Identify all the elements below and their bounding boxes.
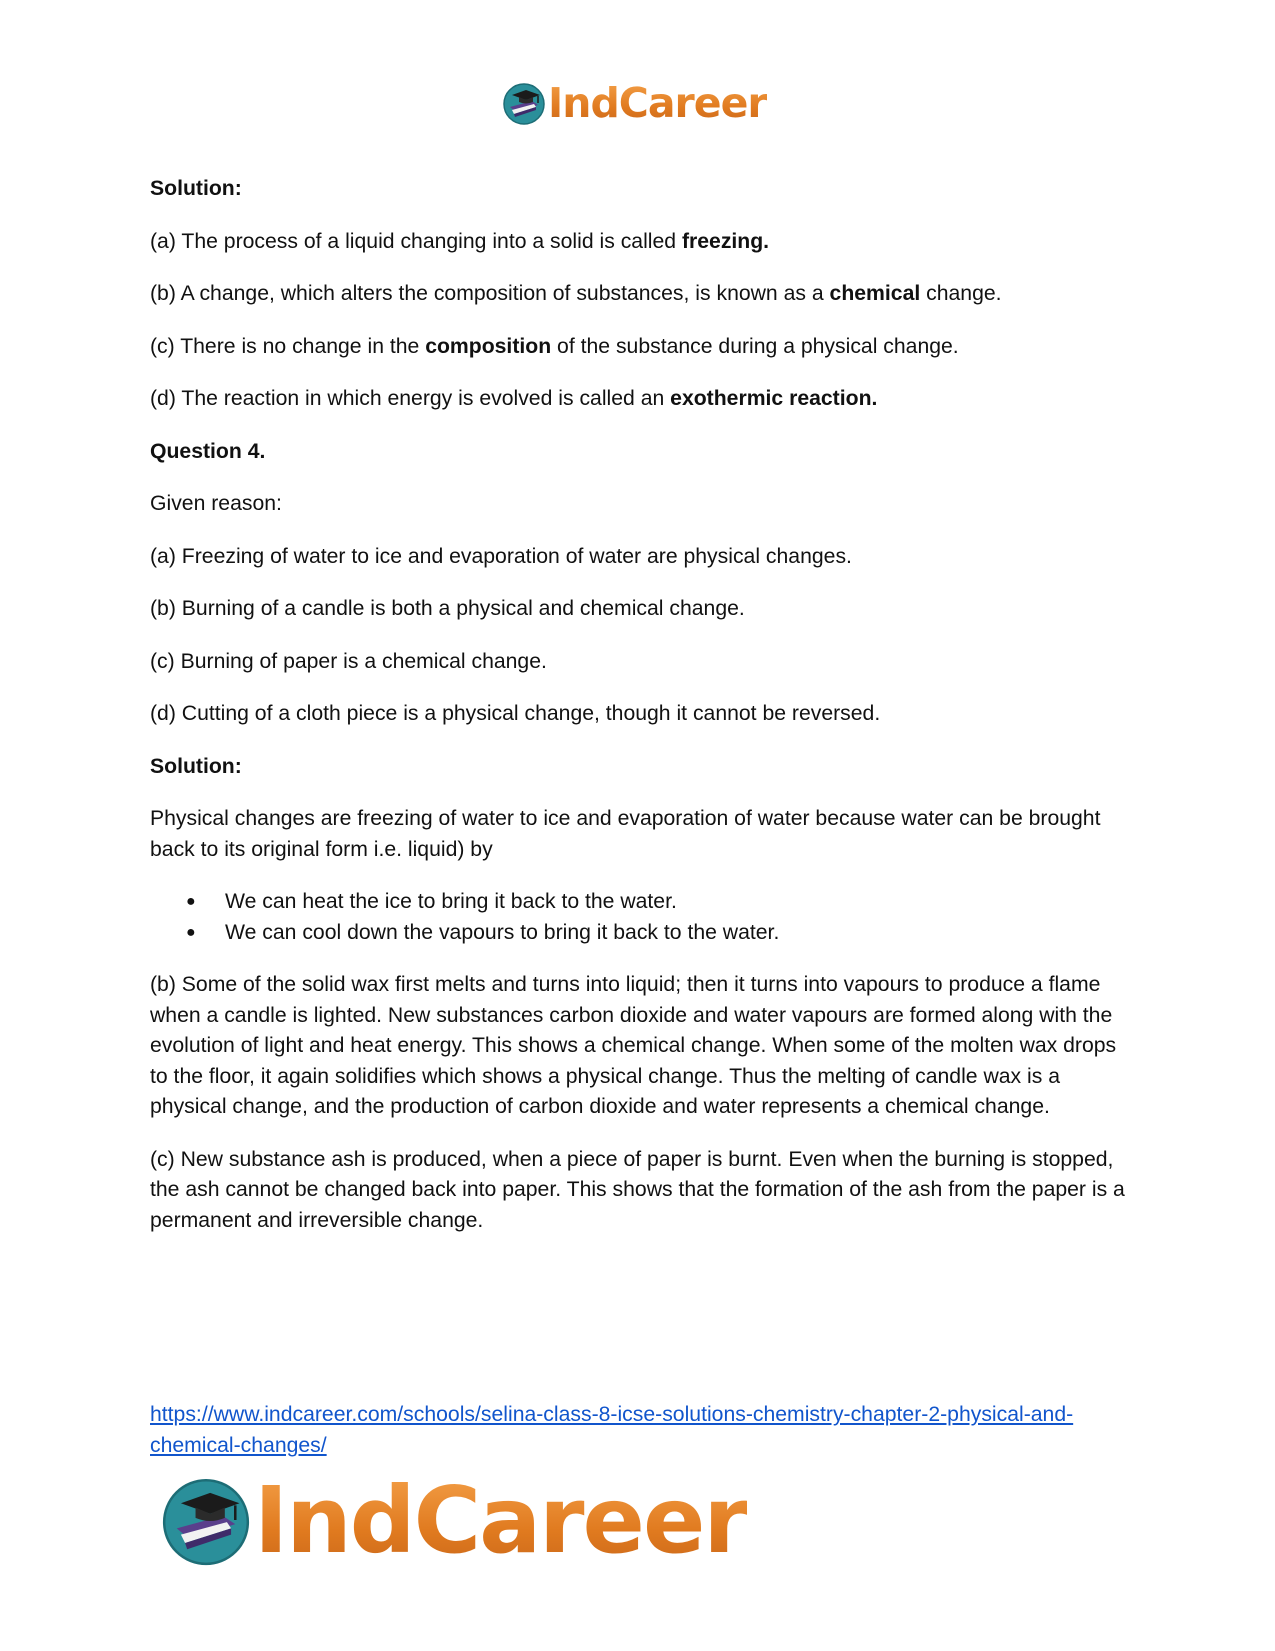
text-run: (d) Cutting of a cloth piece is a physical change, though it cannot be reversed. — [150, 702, 881, 725]
text-run: (c) New substance ash is produced, when a piece of paper is burnt. Even when the burning is stopped, the ash cannot be changed back into paper. This shows that the formation of the ash from the paper is a permanent and irreversible change. — [150, 1147, 1125, 1232]
bold-term: chemical — [829, 282, 921, 305]
logo-wordmark: IndCareer — [548, 79, 767, 127]
bold-term: composition — [425, 334, 552, 358]
text-run: (b) Some of the solid wax first melts and turns into liquid; then it turns into vapours to produce a flame when a candle is lighted. New substances carbon dioxide and water vapours are formed along with the evolution of light and heat energy. This shows a chemical change. When some of the molten wax drops to the floor, it again solidifies which shows a physical change. Thus the melting of candle wax is a physical change, and the production of carbon dioxide and water represents a chemical change. — [150, 973, 1117, 1118]
text-run: change. — [920, 282, 1002, 305]
bold-term: exothermic reaction. — [670, 387, 878, 410]
paragraph — [150, 227, 1130, 258]
footer-logo — [160, 1465, 747, 1575]
text-run: of the substance during a physical change. — [551, 334, 959, 358]
paragraph — [150, 970, 1130, 1123]
text-run: Given reason: — [150, 492, 282, 515]
paragraph — [150, 279, 1130, 310]
section-heading: Question 4. — [150, 439, 266, 463]
paragraph — [150, 489, 1130, 520]
source-url-link[interactable]: https://www.indcareer.com/schools/selina-class-8-icse-solutions-chemistry-chapter-2-physical-and-chemical-changes/ — [150, 1403, 1074, 1457]
paragraph — [150, 804, 1130, 865]
paragraph — [150, 647, 1130, 678]
text-run: (d) The reaction in which energy is evolved is called an — [150, 387, 671, 410]
text-run: (b) A change, which alters the composition of substances, is known as a — [150, 282, 830, 305]
paragraph — [150, 1145, 1130, 1237]
section-heading: Solution: — [150, 177, 242, 200]
paragraph — [150, 384, 1130, 415]
paragraph — [150, 332, 1130, 363]
paragraph — [150, 699, 1130, 730]
document-body — [150, 174, 1130, 1258]
text-run: (a) Freezing of water to ice and evaporation of water are physical changes. — [150, 544, 852, 568]
bullet-list — [150, 887, 1130, 948]
header-logo — [502, 78, 767, 128]
text-run: (c) There is no change in the — [150, 334, 426, 358]
graduation-cap-book-icon — [160, 1474, 252, 1566]
bold-term: freezing. — [681, 229, 770, 253]
logo-wordmark: IndCareer — [254, 1466, 747, 1574]
text-run: (c) Burning of paper is a chemical change. — [150, 649, 547, 673]
text-run: (a) The process of a liquid changing into a solid is called — [150, 229, 682, 253]
graduation-cap-book-icon — [502, 81, 546, 125]
text-run: (b) Burning of a candle is both a physical and chemical change. — [150, 597, 745, 620]
list-item: ● We can heat the ice to bring it back to the water. — [150, 887, 1130, 918]
text-run: Physical changes are freezing of water to ice and evaporation of water because water can be brought back to its original form i.e. liquid) by — [150, 807, 1101, 861]
paragraph — [150, 594, 1130, 625]
list-item: ● We can cool down the vapours to bring it back to the water. — [150, 918, 1130, 949]
paragraph — [150, 542, 1130, 573]
footer-link-block — [150, 1400, 1130, 1461]
section-heading: Solution: — [150, 754, 242, 778]
